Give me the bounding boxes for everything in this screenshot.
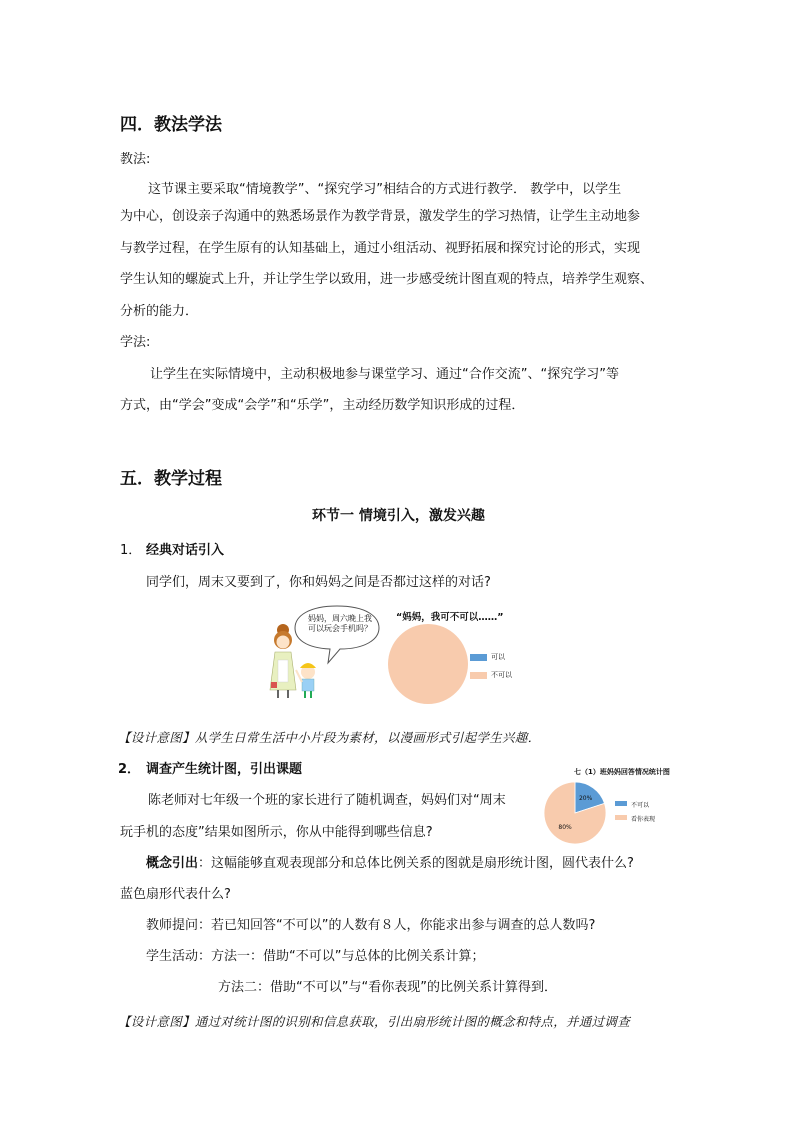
teacher-question: 教师提问：若已知回答“不可以”的人数有８人，你能求出参与调查的总人数吗?	[146, 918, 596, 933]
shopping-bag	[271, 682, 277, 688]
chart-two-pie	[540, 778, 610, 848]
section-five-title: 五．教学过程	[120, 469, 222, 489]
method-two: 方法二：借助“不可以”与“看你表现”的比例关系计算得到．	[218, 980, 557, 995]
item-one-title: 经典对话引入	[146, 543, 225, 558]
legend-label-kanni: 看你表现	[631, 816, 656, 823]
paragraph-line: 这节课主要采取“情境教学”、“探究学习”相结合的方式进行教学． 教学中，以学生	[148, 182, 622, 197]
legend-swatch-bukeyi	[470, 672, 487, 679]
student-activity: 学生活动：方法一：借助“不可以”与总体的比例关系计算；	[146, 949, 485, 964]
concept-line-two: 蓝色扇形代表什么?	[120, 887, 231, 902]
paragraph-line: 让学生在实际情境中，主动积极地参与课堂学习、通过“合作交流”、“探究学习”等	[150, 367, 619, 382]
design-intent-one	[118, 727, 540, 746]
paragraph-line: 为中心，创设亲子沟通中的熟悉场景作为教学背景，激发学生的学习热情，让学生主动地参	[120, 209, 641, 224]
item-one-number: 1．	[120, 543, 142, 558]
paragraph-line: 与教学过程，在学生原有的认知基础上，通过小组活动、视野拓展和探究讨论的形式，实现	[120, 241, 641, 256]
item-two-line: 玩手机的态度”结果如图所示，你从中能得到哪些信息?	[120, 825, 433, 840]
concept-text: ：这幅能够直观表现部分和总体比例关系的图就是扇形统计图，圆代表什么?	[198, 856, 634, 871]
design-intent-two	[118, 1011, 630, 1030]
paragraph-line: 分析的能力．	[120, 304, 199, 319]
item-two-number: 2．	[118, 762, 141, 777]
intent-prefix: 【设计意图】	[118, 1014, 195, 1029]
learning-method-label: 学法:	[120, 335, 151, 350]
legend-swatch-bukeyi	[615, 801, 627, 806]
child-shirt	[302, 679, 314, 691]
paragraph-line: 方式，由“学会”变成“会学”和“乐学”，主动经历数学知识形成的过程．	[120, 398, 525, 413]
section-four-title: 四．教法学法	[120, 115, 222, 135]
concept-paragraph	[146, 856, 634, 872]
bubble-line: 可以玩会手机吗？	[308, 624, 372, 633]
paragraph-line: 学生认知的螺旋式上升，并让学生学以致用，进一步感受统计图直观的特点，培养学生观察、	[120, 272, 654, 287]
pie-data-label-20: 20%	[578, 795, 593, 803]
chart-one-quote: “妈妈，我可不可以……”	[396, 612, 504, 623]
pie-data-label-80: 80%	[558, 823, 572, 831]
intent-text: 通过对统计图的识别和信息获取，引出扇形统计图的概念和特点，并通过调查	[194, 1014, 631, 1029]
legend-label-bukeyi: 不可以	[491, 671, 512, 679]
intent-text: 从学生日常生活中小片段为素材，以漫画形式引起学生兴趣．	[194, 730, 541, 745]
item-two-title: 调查产生统计图，引出课题	[146, 762, 303, 777]
mother-apron	[278, 660, 288, 682]
speech-bubble-shape	[292, 603, 382, 665]
legend-swatch-keyi	[470, 654, 487, 661]
chart-one-pie	[382, 618, 472, 708]
intent-prefix: 【设计意图】	[118, 730, 195, 745]
step-one-title: 环节一 情境引入，激发兴趣	[312, 508, 485, 524]
pie-slice-bukeyi	[388, 624, 468, 704]
legend-label-keyi: 可以	[491, 653, 505, 661]
teaching-method-label: 教法:	[120, 152, 151, 167]
legend-swatch-kanni	[615, 815, 627, 820]
legend-label-bukeyi: 不可以	[631, 802, 650, 809]
item-two-line: 陈老师对七年级一个班的家长进行了随机调查，妈妈们对“周末	[148, 793, 506, 808]
speech-bubble-text	[308, 614, 372, 634]
mother-face	[277, 636, 290, 649]
concept-label: 概念引出	[146, 856, 199, 871]
chart-two-title: 七（1）班妈妈回答情况统计图	[574, 768, 670, 776]
bubble-line: 妈妈，周六晚上我	[308, 614, 372, 623]
item-one-text: 同学们，周末又要到了，你和妈妈之间是否都过这样的对话?	[146, 575, 491, 590]
